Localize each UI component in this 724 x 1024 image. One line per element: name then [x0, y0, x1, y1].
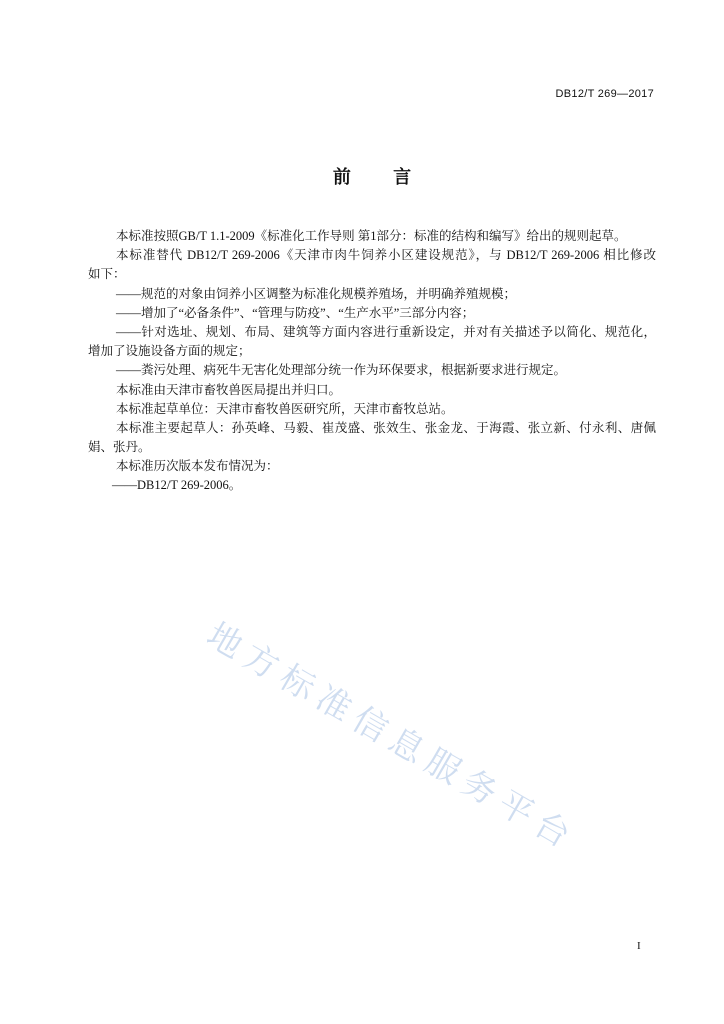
body-line: ——增加了“必备条件”、“管理与防疫”、“生产水平”三部分内容；	[116, 305, 475, 320]
body-line: ——DB12/T 269-2006。	[112, 478, 242, 493]
standard-code: DB12/T 269—2017	[555, 88, 654, 100]
body-line: 增加了设施设备方面的规定；	[88, 344, 251, 359]
page-title: 前 言	[332, 167, 412, 188]
body-line: 本标准替代 DB12/T 269-2006《天津市肉牛饲养小区建设规范》，与 DB12/T 269-2006 相比修改	[116, 248, 656, 263]
body-line: 本标准历次版本发布情况为：	[116, 459, 279, 474]
body-line: ——规范的对象由饲养小区调整为标准化规模养殖场，并明确养殖规模；	[116, 286, 517, 301]
watermark: 地方标准信息服务平台	[200, 616, 583, 859]
page-number: I	[637, 940, 641, 952]
body-line: ——粪污处理、病死牛无害化处理部分统一作为环保要求，根据新要求进行规定。	[116, 363, 567, 378]
body-line: ——针对选址、规划、布局、建筑等方面内容进行重新设定，并对有关描述予以简化、规范化，	[116, 324, 656, 339]
body-line: 本标准按照GB/T 1.1-2009《标准化工作导则 第1部分：标准的结构和编写》给出的规则起草。	[116, 229, 627, 243]
body-line: 娟、张丹。	[88, 440, 151, 455]
body-line: 本标准由天津市畜牧兽医局提出并归口。	[116, 382, 342, 397]
foreword-body	[88, 227, 656, 496]
body-line: 如下：	[88, 267, 126, 282]
body-line: 本标准主要起草人：孙英峰、马毅、崔茂盛、张效生、张金龙、于海霞、张立新、付永利、唐佩	[116, 420, 656, 435]
body-line: 本标准起草单位：天津市畜牧兽医研究所，天津市畜牧总站。	[116, 401, 454, 416]
